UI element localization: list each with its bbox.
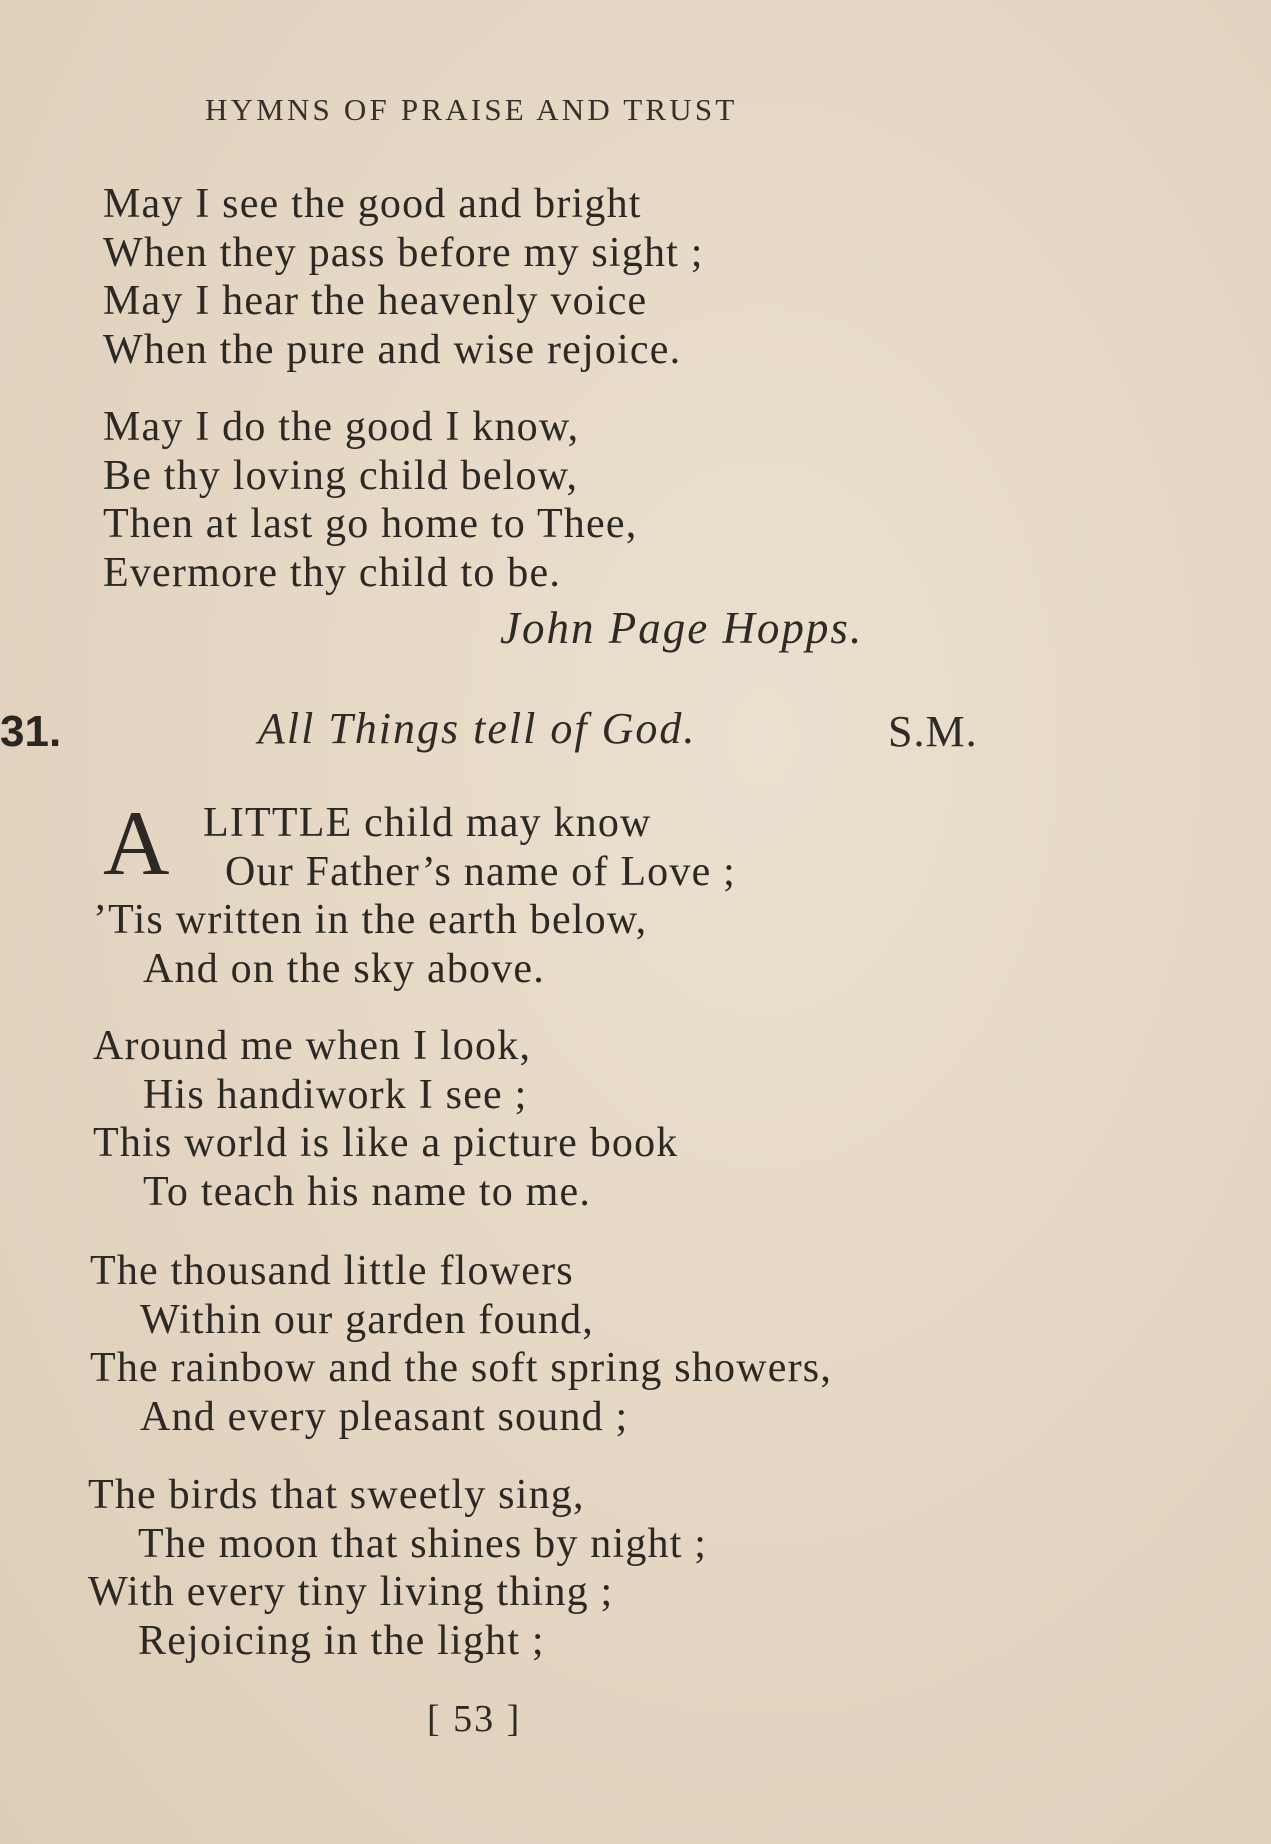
- verse-line: ’Tis written in the earth below,: [93, 897, 648, 943]
- drop-cap: A: [103, 792, 170, 894]
- verse-line: To teach his name to me.: [143, 1169, 592, 1215]
- hymn-number: 31.: [0, 707, 62, 756]
- page-number: [ 53 ]: [427, 1698, 522, 1740]
- verse-line: When they pass before my sight ;: [103, 230, 704, 276]
- verse-line: The moon that shines by night ;: [138, 1521, 708, 1567]
- verse-line: His handiwork I see ;: [143, 1072, 528, 1118]
- verse-line: Be thy loving child below,: [103, 453, 579, 499]
- verse-line: The rainbow and the soft spring showers,: [90, 1345, 833, 1391]
- verse-line: Around me when I look,: [93, 1023, 532, 1069]
- verse-line: Evermore thy child to be.: [103, 550, 562, 596]
- verse-line: Then at last go home to Thee,: [103, 501, 638, 547]
- verse-line: And on the sky above.: [143, 946, 545, 992]
- verse-line: Our Father’s name of Love ;: [225, 849, 736, 895]
- verse-line: Rejoicing in the light ;: [138, 1618, 545, 1664]
- verse-line: This world is like a picture book: [93, 1120, 679, 1166]
- verse-line: With every tiny living thing ;: [88, 1569, 614, 1615]
- verse-line: The birds that sweetly sing,: [88, 1472, 585, 1518]
- verse-line: LITTLE child may know: [203, 800, 652, 846]
- verse-line: Within our garden found,: [140, 1297, 595, 1343]
- verse-line: May I do the good I know,: [103, 404, 580, 450]
- running-head: HYMNS OF PRAISE AND TRUST: [205, 92, 738, 127]
- hymn-meter: S.M.: [888, 707, 978, 756]
- verse-line: May I hear the heavenly voice: [103, 278, 648, 324]
- author-attribution: John Page Hopps.: [500, 603, 864, 653]
- verse-line: May I see the good and bright: [103, 181, 642, 227]
- verse-line: The thousand little flowers: [90, 1248, 574, 1294]
- verse-line: When the pure and wise rejoice.: [103, 327, 682, 373]
- verse-line: And every pleasant sound ;: [140, 1394, 629, 1440]
- hymn-title: All Things tell of God.: [258, 704, 697, 753]
